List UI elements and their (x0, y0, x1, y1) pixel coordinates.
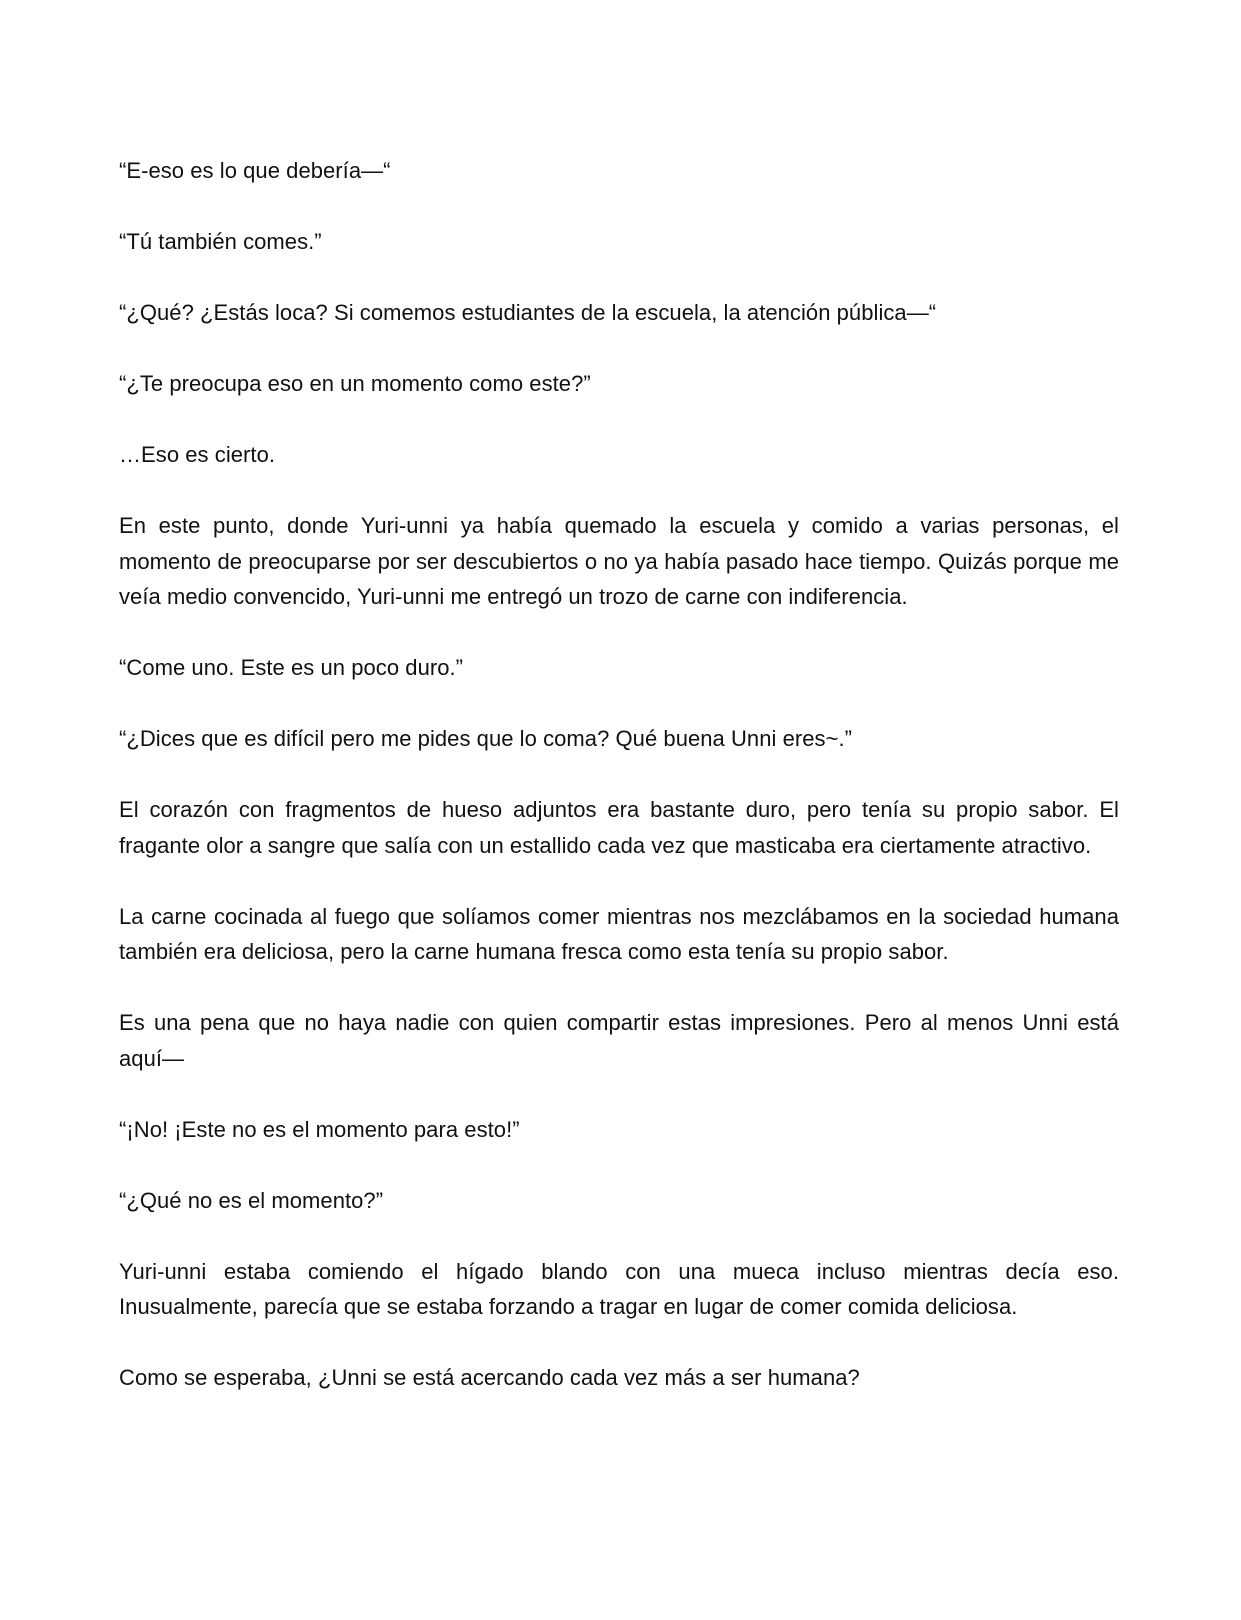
paragraph-14: Yuri-unni estaba comiendo el hígado blando con una mueca incluso mientras decía eso. Inusualmente, parecía que se estaba forzando a tragar en lugar de comer comida deliciosa. (119, 1258, 1119, 1319)
paragraph-13: “¿Qué no es el momento?” (119, 1187, 384, 1213)
paragraph-9: El corazón con fragmentos de hueso adjuntos era bastante duro, pero tenía su propio sabor. El fragante olor a sangre que salía con un estallido cada vez que masticaba era ciertamente atractivo. (119, 797, 1119, 858)
paragraph-3: “¿Qué? ¿Estás loca? Si comemos estudiantes de la escuela, la atención pública—“ (119, 300, 937, 325)
paragraph-10: La carne cocinada al fuego que solíamos comer mientras nos mezclábamos en la sociedad humana también era deliciosa, pero la carne humana fresca como esta tenía su propio sabor. (119, 903, 1119, 964)
paragraph-6: En este punto, donde Yuri-unni ya había quemado la escuela y comido a varias personas, el momento de preocuparse por ser descubiertos o no ya había pasado hace tiempo. Quizás porque me veía medio convencido, Yuri-unni me entregó un trozo de carne con indiferencia. (119, 513, 1119, 609)
paragraph-2: “Tú también comes.” (119, 229, 322, 254)
paragraph-8: “¿Dices que es difícil pero me pides que lo coma? Qué buena Unni eres~.” (119, 726, 853, 751)
paragraph-4: “¿Te preocupa eso en un momento como este?” (119, 371, 591, 396)
paragraph-5: …Eso es cierto. (119, 442, 276, 467)
paragraph-15: Como se esperaba, ¿Unni se está acercando cada vez más a ser humana? (119, 1365, 860, 1390)
paragraph-7: “Come uno. Este es un poco duro.” (119, 655, 464, 680)
paragraph-11: Es una pena que no haya nadie con quien compartir estas impresiones. Pero al menos Unni está aquí— (119, 1010, 1119, 1071)
paragraph-12: “¡No! ¡Este no es el momento para esto!” (119, 1116, 520, 1142)
paragraph-1: “E-eso es lo que debería—“ (119, 158, 391, 183)
